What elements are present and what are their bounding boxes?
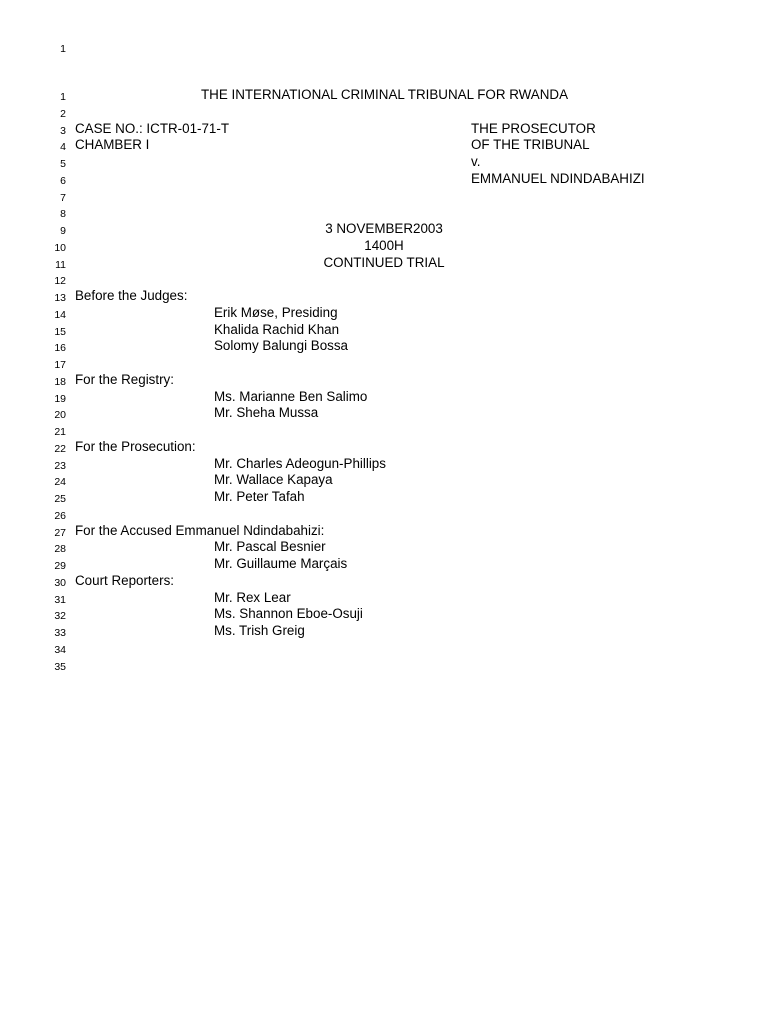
transcript-line	[0, 104, 770, 121]
transcript-line	[0, 188, 770, 205]
transcript-line	[0, 238, 770, 255]
line-number: 17	[54, 359, 66, 371]
transcript-line	[0, 372, 770, 389]
line-number: 13	[54, 292, 66, 304]
transcript-line	[0, 506, 770, 523]
transcript-line	[0, 640, 770, 657]
transcript-line	[0, 221, 770, 238]
line-number: 5	[60, 158, 66, 170]
line-number: 25	[54, 493, 66, 505]
indented-text: Mr. Sheha Mussa	[214, 405, 319, 421]
page-number: 1	[60, 43, 66, 55]
line-number: 32	[54, 610, 66, 623]
line-number: 3	[60, 124, 66, 137]
line-number: 20	[54, 409, 66, 422]
transcript-line	[0, 338, 770, 355]
line-text: CHAMBER I	[75, 137, 150, 153]
line-text: For the Accused Emmanuel Ndindabahizi:	[75, 522, 325, 538]
centered-text: 3 NOVEMBER2003	[325, 221, 443, 236]
transcript-line	[0, 204, 770, 221]
right-column-text: OF THE TRIBUNAL	[471, 137, 590, 153]
line-number: 14	[54, 308, 66, 321]
transcript-line	[0, 288, 770, 305]
line-number: 34	[54, 643, 66, 656]
line-number: 30	[54, 576, 66, 589]
line-number: 16	[54, 342, 66, 355]
line-number: 2	[60, 107, 66, 120]
line-text: Court Reporters:	[75, 572, 174, 588]
transcript-line	[0, 389, 770, 406]
line-number: 28	[54, 543, 66, 556]
transcript-line	[0, 355, 770, 372]
line-number: 15	[54, 325, 66, 338]
transcript-line	[0, 539, 770, 556]
line-number: 6	[60, 174, 66, 187]
indented-text: Mr. Wallace Kapaya	[214, 472, 333, 488]
line-text: Before the Judges:	[75, 288, 188, 303]
line-number: 4	[60, 141, 66, 154]
line-text: For the Registry:	[75, 371, 174, 387]
transcript-line	[0, 523, 770, 540]
transcript-line	[0, 472, 770, 489]
transcript-line	[0, 87, 770, 104]
indented-text: Mr. Charles Adeogun-Phillips	[214, 455, 386, 471]
transcript-line	[0, 590, 770, 607]
line-number: 12	[54, 275, 66, 288]
line-text: For the Prosecution:	[75, 438, 196, 454]
transcript-line	[0, 573, 770, 590]
line-number: 11	[55, 258, 66, 271]
transcript-line	[0, 171, 770, 188]
right-column-text: EMMANUEL NDINDABAHIZI	[471, 170, 645, 186]
centered-text: THE INTERNATIONAL CRIMINAL TRIBUNAL FOR RWANDA	[200, 87, 569, 102]
indented-text: Mr. Pascal Besnier	[214, 539, 326, 555]
transcript-line	[0, 255, 770, 272]
indented-text: Khalida Rachid Khan	[214, 321, 340, 337]
transcript-line	[0, 623, 770, 640]
transcript-line	[0, 556, 770, 573]
line-number: 29	[54, 560, 66, 572]
indented-text: Solomy Balungi Bossa	[214, 338, 348, 354]
line-number: 9	[60, 225, 66, 237]
transcript-line	[0, 271, 770, 288]
line-number: 18	[54, 375, 66, 388]
transcript-line	[0, 322, 770, 339]
line-number: 19	[54, 392, 66, 405]
centered-text: CONTINUED TRIAL	[323, 254, 445, 270]
line-number: 7	[60, 191, 66, 204]
line-number: 10	[54, 241, 66, 254]
transcript-line	[0, 121, 770, 138]
indented-text: Ms. Shannon Eboe-Osuji	[214, 606, 363, 622]
line-number: 33	[54, 627, 66, 639]
line-number: 23	[54, 459, 66, 472]
indented-text: Mr. Guillaume Marçais	[214, 556, 348, 571]
line-number: 21	[54, 426, 66, 438]
transcript-line	[0, 489, 770, 506]
indented-text: Ms. Trish Greig	[214, 623, 305, 638]
line-number: 31	[54, 593, 66, 606]
line-number: 35	[54, 660, 66, 673]
transcript-line	[0, 405, 770, 422]
transcript-line	[0, 137, 770, 154]
transcript-line	[0, 439, 770, 456]
centered-text: 1400H	[364, 237, 404, 253]
line-number: 8	[60, 208, 66, 221]
line-number: 22	[54, 442, 66, 455]
line-number: 26	[54, 509, 66, 522]
transcript-line	[0, 657, 770, 674]
line-number: 27	[54, 526, 66, 539]
right-column-text: THE PROSECUTOR	[471, 120, 596, 136]
indented-text: Mr. Peter Tafah	[214, 489, 305, 504]
right-column-text: v.	[471, 154, 481, 169]
line-text: CASE NO.: ICTR-01-71-T	[75, 120, 230, 136]
transcript-line	[0, 305, 770, 322]
transcript-line	[0, 422, 770, 439]
indented-text: Ms. Marianne Ben Salimo	[214, 388, 368, 404]
indented-text: Mr. Rex Lear	[214, 589, 291, 605]
indented-text: Erik Møse, Presiding	[214, 304, 338, 320]
transcript-line	[0, 154, 770, 171]
transcript-line	[0, 456, 770, 473]
transcript-line	[0, 606, 770, 623]
line-number: 1	[60, 91, 66, 103]
line-number: 24	[54, 476, 66, 489]
